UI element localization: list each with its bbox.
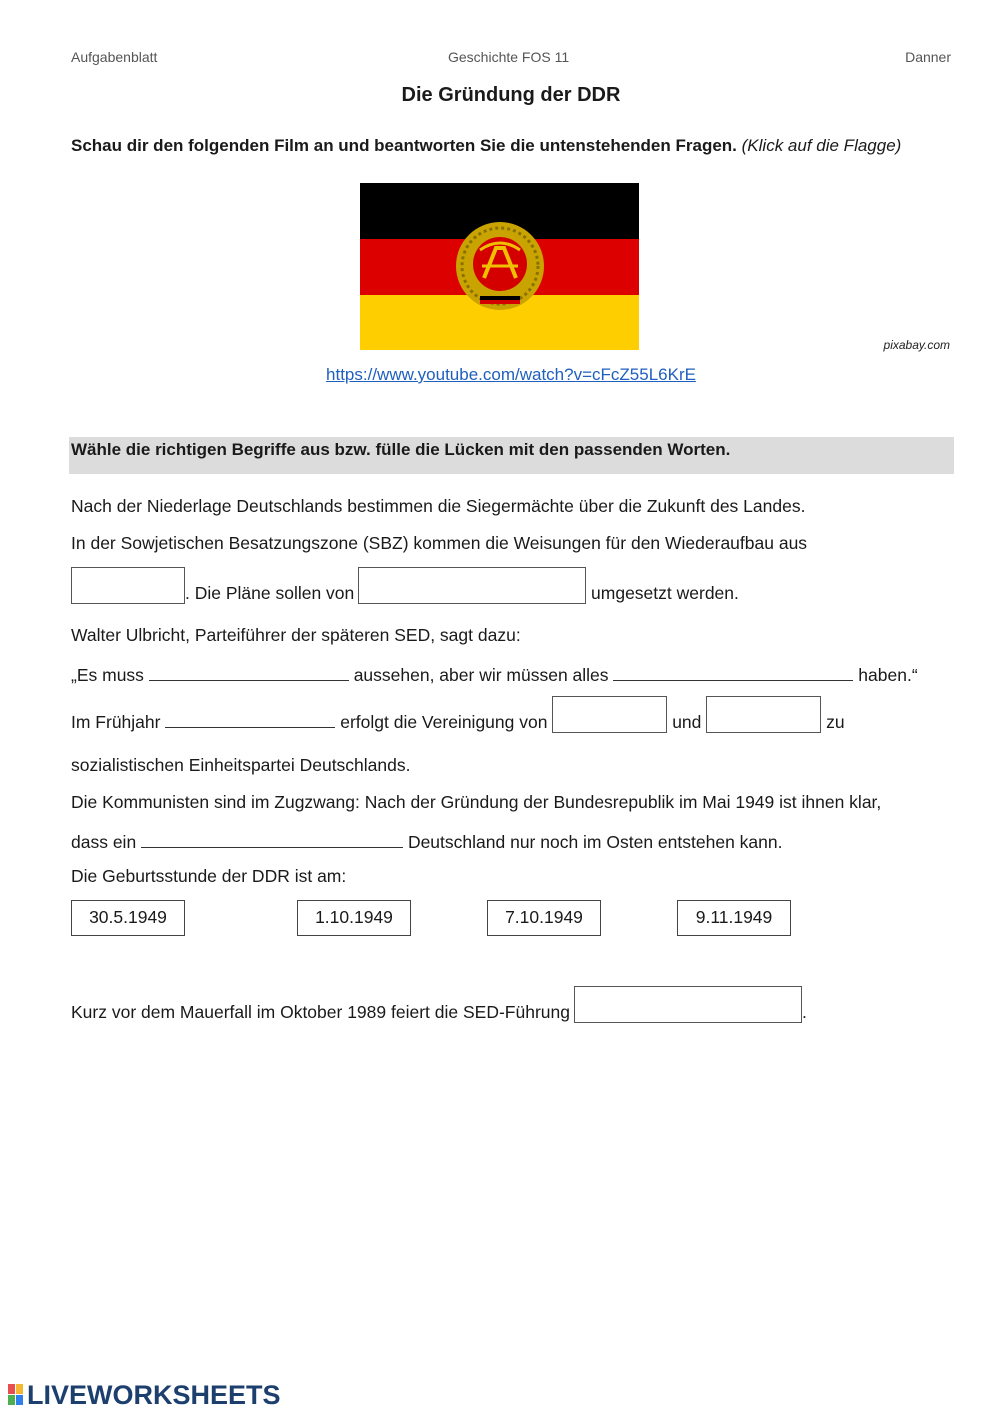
text-line-4: Walter Ulbricht, Parteiführer der späteren SED, sagt dazu:: [71, 625, 521, 645]
text-line-11: Kurz vor dem Mauerfall im Oktober 1989 feiert die SED-Führung .: [71, 986, 807, 1023]
text-line-6: Im Frühjahr erfolgt die Vereinigung von und zu: [71, 696, 845, 733]
date-option-4[interactable]: 9.11.1949: [677, 900, 791, 936]
date-option-1[interactable]: 30.5.1949: [71, 900, 185, 936]
blank-input-4[interactable]: [141, 829, 403, 848]
ddr-emblem-icon: [450, 216, 550, 316]
task-heading-bar: [69, 437, 954, 474]
page-title: Die Gründung der DDR: [401, 84, 621, 106]
date-option-2[interactable]: 1.10.1949: [297, 900, 411, 936]
text-line-8: Die Kommunisten sind im Zugzwang: Nach der Gründung der Bundesrepublik im Mai 1949 ist ihnen klar,: [71, 792, 882, 812]
blank-input-2[interactable]: [613, 662, 853, 681]
video-link[interactable]: https://www.youtube.com/watch?v=cFcZ55L6KrE: [326, 365, 696, 384]
gap-input-5[interactable]: [574, 986, 802, 1023]
gap-input-2[interactable]: [358, 567, 586, 604]
header-right: Danner: [905, 49, 951, 65]
text-line-1: Nach der Niederlage Deutschlands bestimmen die Siegermächte über die Zukunft des Landes.: [71, 496, 806, 516]
instruction-text: Schau dir den folgenden Film an und beantworten Sie die untenstehenden Fragen.: [71, 136, 737, 155]
task-heading: Wähle die richtigen Begriffe aus bzw. fülle die Lücken mit den passenden Worten.: [71, 440, 731, 459]
date-option-3[interactable]: 7.10.1949: [487, 900, 601, 936]
text-line-2: In der Sowjetischen Besatzungszone (SBZ) kommen die Weisungen für den Wiederaufbau aus: [71, 533, 808, 553]
gap-input-4[interactable]: [706, 696, 821, 733]
image-credit: pixabay.com: [883, 338, 950, 352]
text-line-7: sozialistischen Einheitspartei Deutschlands.: [71, 755, 411, 775]
header-center: Geschichte FOS 11: [448, 49, 570, 65]
header-left: Aufgabenblatt: [71, 49, 158, 65]
text-line-5: „Es muss aussehen, aber wir müssen alles haben.“: [71, 662, 918, 686]
ddr-flag-image[interactable]: [360, 183, 639, 350]
instruction-hint: (Klick auf die Flagge): [741, 136, 902, 155]
text-line-9: dass ein Deutschland nur noch im Osten entstehen kann.: [71, 829, 782, 853]
text-line-3: . Die Pläne sollen von umgesetzt werden.: [71, 567, 739, 604]
blank-input-1[interactable]: [149, 662, 349, 681]
instruction: [71, 136, 901, 156]
liveworksheets-logo[interactable]: LIVEWORKSHEETS: [27, 1380, 281, 1410]
gap-input-3[interactable]: [552, 696, 667, 733]
liveworksheets-logo-icon: [8, 1384, 24, 1406]
blank-input-3[interactable]: [165, 709, 335, 728]
gap-input-1[interactable]: [71, 567, 185, 604]
text-line-10: Die Geburtsstunde der DDR ist am:: [71, 866, 347, 886]
